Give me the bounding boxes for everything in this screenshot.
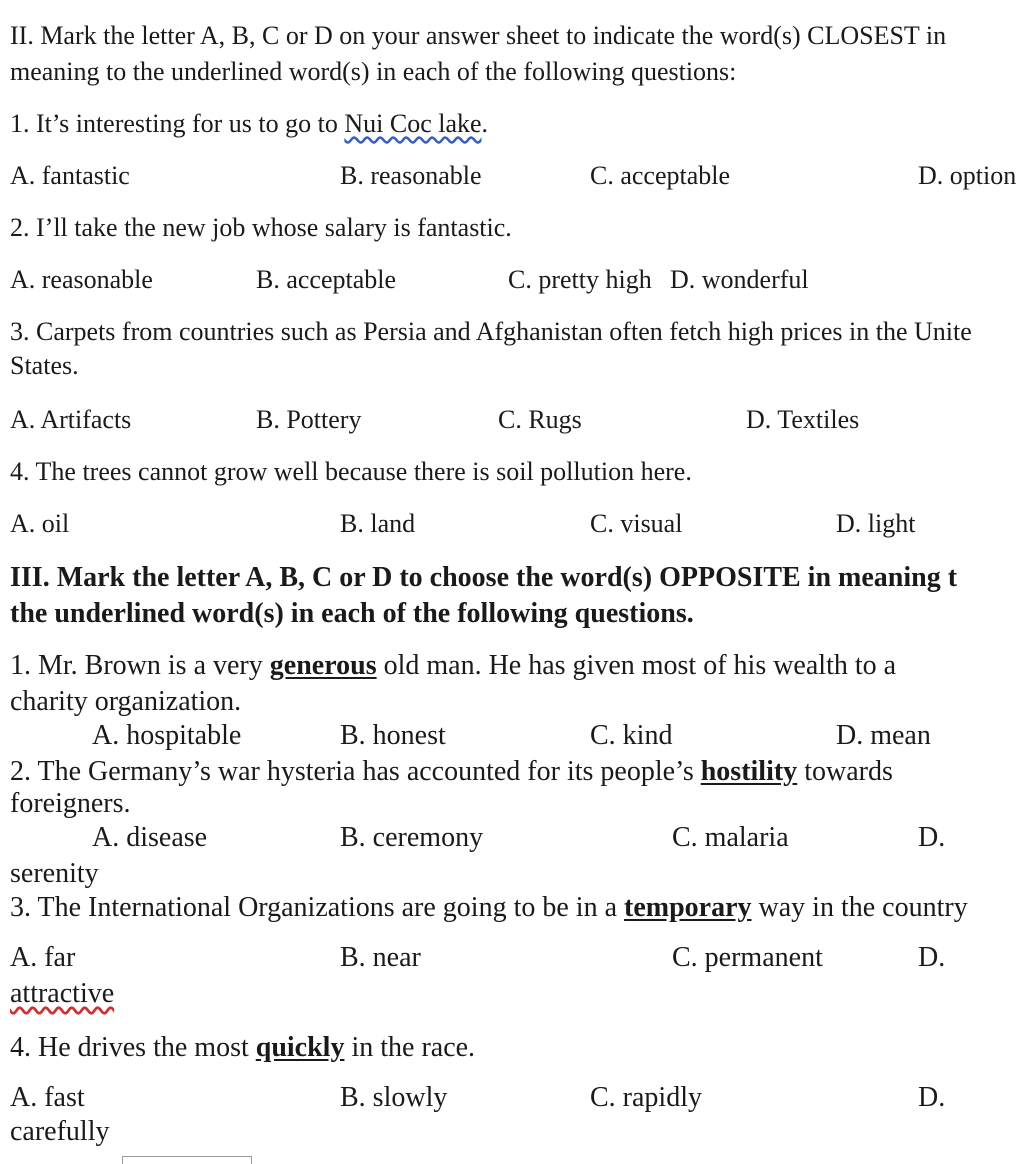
option-c[interactable]: C. visual [590, 509, 683, 538]
option-d-text[interactable]: carefully [10, 1116, 110, 1147]
option-d[interactable]: D. [918, 822, 946, 853]
question-text-end: . [481, 109, 489, 138]
option-c[interactable]: C. permanent [672, 942, 823, 973]
option-d[interactable]: D. light [836, 509, 916, 538]
section-iii-question-2-line2: foreigners. [10, 788, 131, 819]
question-text: 1. Mr. Brown is a very [10, 650, 270, 681]
option-b[interactable]: B. ceremony [340, 822, 484, 853]
option-c[interactable]: C. kind [590, 720, 673, 751]
section-ii-heading-line1: II. Mark the letter A, B, C or D on your answer sheet to indicate the word(s) CLOSEST in [10, 21, 947, 50]
option-a[interactable]: A. Artifacts [10, 405, 132, 434]
question-text-end: towards [797, 756, 893, 787]
option-c[interactable]: C. Rugs [498, 405, 582, 434]
question-text: 3. The International Organizations are going to be in a [10, 892, 625, 923]
option-b[interactable]: B. acceptable [256, 265, 397, 294]
option-d[interactable]: D. mean [836, 720, 931, 751]
underlined-word: temporary [624, 892, 752, 923]
section-iii-question-2-line1 [10, 756, 893, 788]
question-text: 2. The Germany’s war hysteria has accounted for its people’s [10, 756, 701, 787]
option-d-text-row[interactable] [10, 978, 114, 1010]
option-a[interactable]: A. far [10, 942, 76, 973]
option-a[interactable]: A. oil [10, 509, 70, 538]
option-c[interactable]: C. acceptable [590, 161, 731, 190]
section-iii-question-1-line2: charity organization. [10, 686, 242, 717]
section-ii-question-3-line2: States. [10, 351, 79, 380]
option-d-text[interactable]: attractive [10, 978, 115, 1009]
underlined-word: Nui Coc lake [344, 109, 482, 138]
option-b[interactable]: B. Pottery [256, 405, 362, 434]
option-a[interactable]: A. disease [92, 822, 208, 853]
section-ii-question-1 [10, 108, 488, 140]
option-d[interactable]: D. [918, 942, 946, 973]
question-text-end: way in the country [751, 892, 968, 923]
question-text: 1. It’s interesting for us to go to [10, 109, 345, 138]
option-b[interactable]: B. land [340, 509, 416, 538]
question-text: 4. He drives the most [10, 1032, 256, 1063]
option-a[interactable]: A. reasonable [10, 265, 153, 294]
question-text-end: in the race. [344, 1032, 476, 1063]
option-a[interactable]: A. fast [10, 1082, 85, 1113]
option-c[interactable]: C. pretty high [508, 265, 652, 294]
underlined-word: hostility [700, 756, 798, 787]
option-d[interactable]: D. wonderful [670, 265, 809, 294]
section-ii-question-4: 4. The trees cannot grow well because there is soil pollution here. [10, 457, 692, 486]
option-d[interactable]: D. option [918, 161, 1017, 190]
question-text-end: old man. He has given most of his wealth to a [376, 650, 897, 681]
section-iii-question-1-line1 [10, 650, 896, 682]
option-b[interactable]: B. honest [340, 720, 446, 751]
section-iii-heading-line2: the underlined word(s) in each of the following questions. [10, 598, 694, 629]
section-ii-heading-line2: meaning to the underlined word(s) in each of the following questions: [10, 57, 737, 86]
option-d[interactable]: D. [918, 1082, 946, 1113]
section-ii-question-2: 2. I’ll take the new job whose salary is fantastic. [10, 213, 512, 242]
option-a[interactable]: A. hospitable [92, 720, 242, 751]
section-ii-question-3-line1: 3. Carpets from countries such as Persia and Afghanistan often fetch high prices in the Unite [10, 317, 972, 346]
option-c[interactable]: C. rapidly [590, 1082, 702, 1113]
option-a[interactable]: A. fantastic [10, 161, 130, 190]
option-c[interactable]: C. malaria [672, 822, 789, 853]
option-d[interactable]: D. Textiles [746, 405, 860, 434]
option-b[interactable]: B. near [340, 942, 421, 973]
section-iii-question-3 [10, 892, 968, 924]
option-d-text[interactable]: serenity [10, 858, 99, 889]
underlined-word: quickly [255, 1032, 345, 1063]
partial-box-outline [122, 1156, 252, 1164]
section-iii-question-4 [10, 1032, 475, 1064]
section-iii-heading-line1: III. Mark the letter A, B, C or D to choose the word(s) OPPOSITE in meaning t [10, 562, 958, 593]
option-b[interactable]: B. slowly [340, 1082, 448, 1113]
option-b[interactable]: B. reasonable [340, 161, 482, 190]
underlined-word: generous [269, 650, 377, 681]
